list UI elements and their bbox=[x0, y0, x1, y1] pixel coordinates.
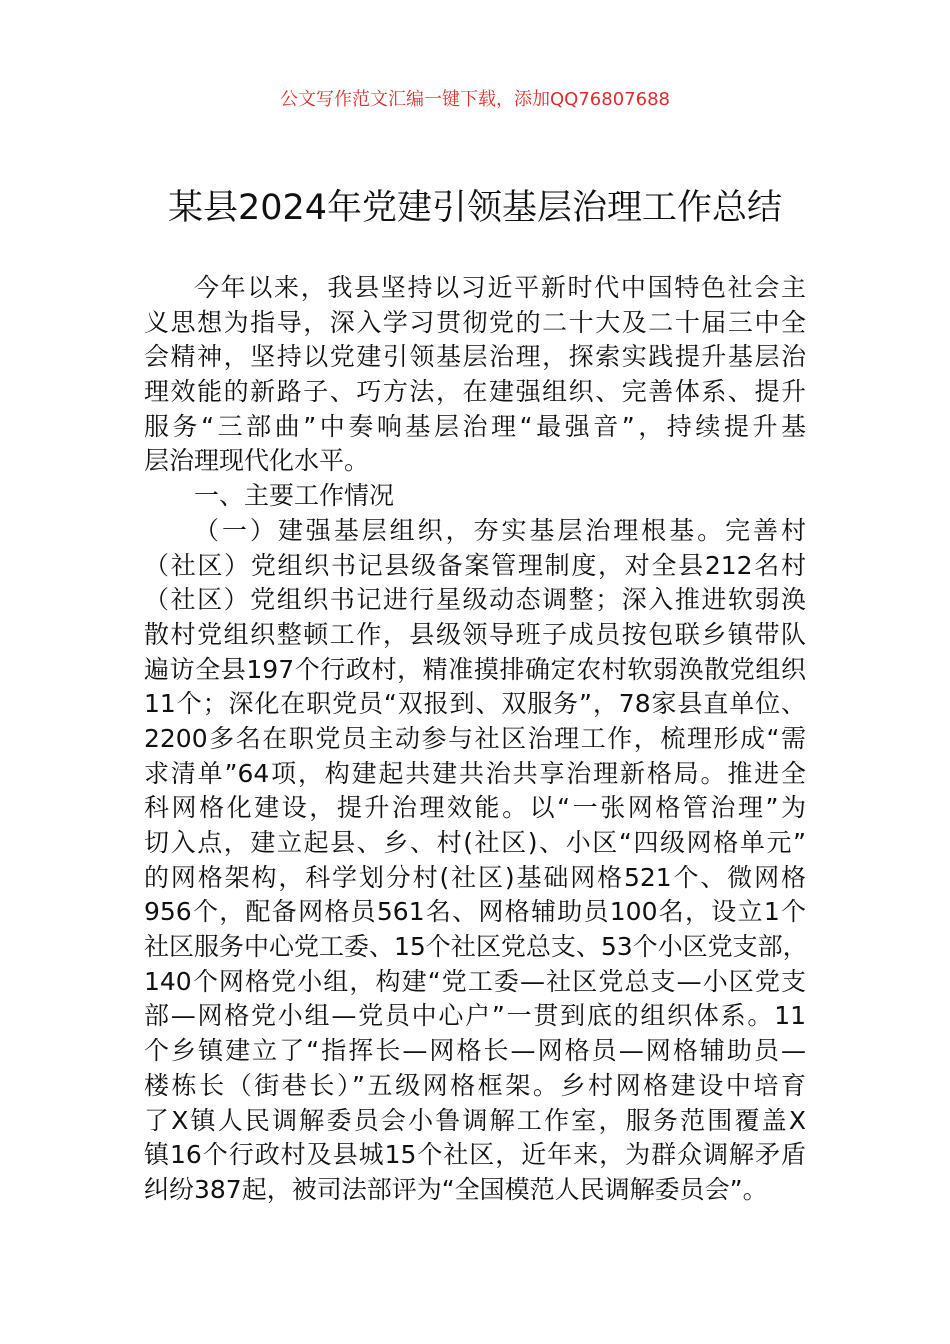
text-line: 求清单”64项，构建起共建共治共享治理新格局。推进全 bbox=[144, 758, 806, 788]
text-line: 会精神，坚持以党建引领基层治理，探索实践提升基层治 bbox=[144, 342, 806, 372]
text-line: 今年以来，我县坚持以习近平新时代中国特色社会主 bbox=[194, 273, 806, 302]
text-line: 社区服务中心党工委、15个社区党总支、53个小区党支部， bbox=[144, 932, 808, 962]
text-line: 科网格化建设，提升治理效能。以“一张网格管治理”为 bbox=[144, 793, 806, 823]
text-line: （社区）党组织书记进行星级动态调整；深入推进软弱涣 bbox=[144, 585, 806, 615]
paragraph bbox=[144, 271, 806, 479]
text-line: 切入点，建立起县、乡、村(社区)、小区“四级网格单元” bbox=[144, 828, 806, 857]
paragraph bbox=[144, 479, 806, 514]
document-body bbox=[144, 271, 806, 1208]
text-line: 一、主要工作情况 bbox=[194, 481, 395, 511]
text-line: 纠纷387起，被司法部评为“全国模范人民调解委员会”。 bbox=[144, 1174, 768, 1204]
text-line: 2200多名在职党员主动参与社区治理工作，梳理形成“需 bbox=[144, 723, 806, 753]
text-line: 义思想为指导，深入学习贯彻党的二十大及二十届三中全 bbox=[144, 307, 806, 337]
text-line: 楼栋长（街巷长）”五级网格框架。乡村网格建设中培育 bbox=[144, 1070, 806, 1100]
text-line: 个乡镇建立了“指挥长—网格长—网格员—网格辅助员— bbox=[144, 1036, 806, 1066]
document-title: 某县2024年党建引领基层治理工作总结 bbox=[167, 188, 783, 228]
text-line: 理效能的新路子、巧方法，在建强组织、完善体系、提升 bbox=[144, 377, 806, 407]
text-line: （社区）党组织书记县级备案管理制度，对全县212名村 bbox=[144, 550, 806, 580]
text-line: 的网格架构，科学划分村(社区)基础网格521个、微网格 bbox=[144, 862, 806, 892]
text-line: 服务“三部曲”中奏响基层治理“最强音”，持续提升基 bbox=[144, 411, 806, 441]
paragraph bbox=[144, 514, 806, 1208]
text-line: （一）建强基层组织，夯实基层治理根基。完善村 bbox=[194, 515, 806, 545]
text-line: 层治理现代化水平。 bbox=[144, 446, 370, 476]
text-line: 11个；深化在职党员“双报到、双服务”，78家县直单位、 bbox=[144, 689, 806, 719]
text-line: 140个网格党小组，构建“党工委—社区党总支—小区党支 bbox=[144, 966, 806, 996]
text-line: 镇16个行政村及县城15个社区，近年来，为群众调解矛盾 bbox=[144, 1140, 806, 1170]
text-line: 了X镇人民调解委员会小鲁调解工作室，服务范围覆盖X bbox=[144, 1105, 806, 1135]
text-line: 散村党组织整顿工作，县级领导班子成员按包联乡镇带队 bbox=[144, 619, 806, 649]
text-line: 遍访全县197个行政村，精准摸排确定农村软弱涣散党组织 bbox=[144, 654, 806, 684]
watermark-header: 公文写作范文汇编一键下载，添加QQ76807688 bbox=[280, 89, 670, 110]
text-line: 956个，配备网格员561名、网格辅助员100名，设立1个 bbox=[144, 897, 806, 927]
text-line: 部—网格党小组—党员中心户”一贯到底的组织体系。11 bbox=[144, 1001, 806, 1031]
